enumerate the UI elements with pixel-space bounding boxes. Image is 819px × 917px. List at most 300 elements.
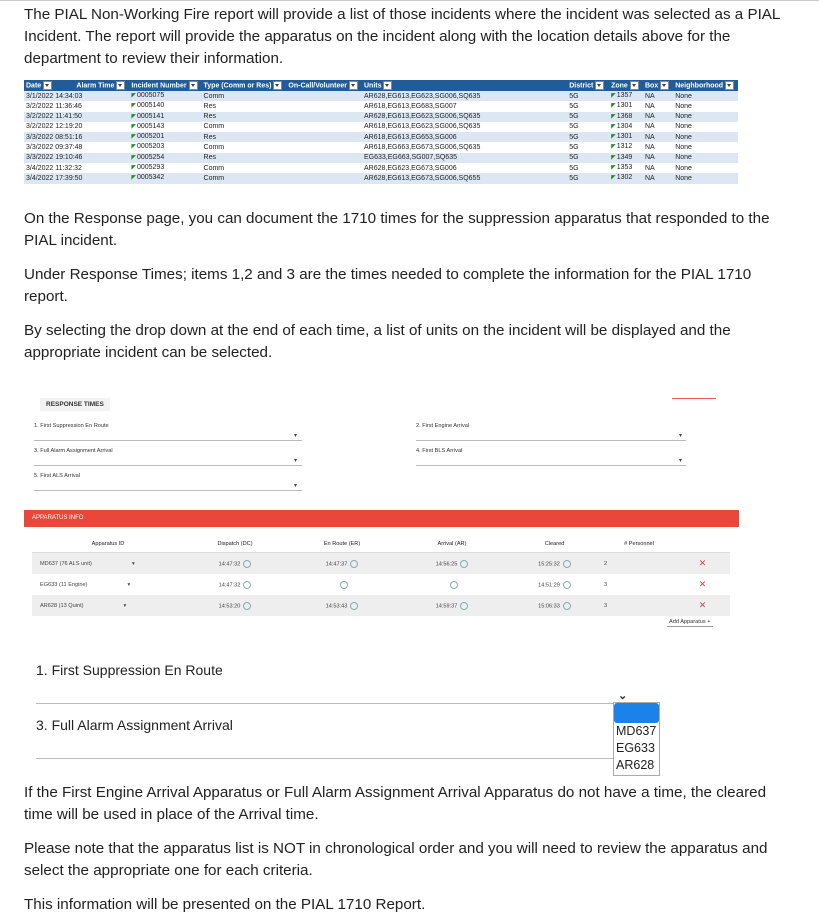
cell-value: 1302 (616, 174, 633, 182)
clock-icon[interactable] (340, 581, 348, 589)
col-type: Type (Comm or Res) (202, 80, 287, 91)
table-cell (567, 142, 609, 152)
cell-value: AR618,EG613,EG623,SG006,SQ635 (363, 123, 481, 131)
add-apparatus-button[interactable]: Add Apparatus + (669, 619, 711, 625)
table-cell (673, 91, 738, 101)
cell-value: 3/2/2022 11:41:50 (26, 113, 82, 121)
table-cell (286, 91, 362, 101)
cell-value: NA (645, 143, 655, 151)
en-route-time[interactable] (286, 595, 398, 616)
col-remove (675, 536, 730, 553)
table-cell (567, 91, 609, 101)
cell-value: 3/2/2022 12:19:20 (26, 123, 83, 131)
table-cell (567, 112, 609, 122)
table-cell (362, 132, 567, 142)
remove-icon[interactable]: ✕ (698, 579, 707, 589)
table-row (24, 132, 738, 142)
error-flag-icon: ◤ (131, 144, 136, 151)
table-cell (202, 142, 287, 152)
col-en-route: En Route (ER) (286, 536, 398, 553)
table-cell (609, 132, 643, 142)
table-row (24, 163, 738, 173)
cell-value: Res (203, 154, 216, 162)
cell-value: 5G (569, 102, 579, 110)
table-cell (362, 142, 567, 152)
table-row (24, 112, 738, 122)
table-cell (673, 122, 738, 132)
chevron-down-icon[interactable]: ▾ (679, 458, 683, 464)
table-cell (202, 163, 287, 173)
table-cell (129, 163, 201, 173)
table-cell (567, 101, 609, 111)
apparatus-row (32, 553, 730, 575)
cell-value: 1304 (616, 122, 633, 130)
error-flag-icon: ◤ (131, 175, 136, 182)
cell-value: AR618,EG613,EG683,SG007 (363, 102, 457, 110)
table-cell (362, 101, 567, 111)
cell-value: AR628,EG623,EG673,SG006 (363, 164, 457, 172)
cell-value: None (675, 92, 692, 100)
top-rule (0, 0, 819, 1)
chevron-down-icon[interactable]: ▾ (294, 458, 298, 464)
table-cell (567, 132, 609, 142)
remove-apparatus-cell (675, 553, 730, 575)
table-cell (643, 173, 673, 183)
apparatus-select[interactable] (32, 574, 184, 595)
col-alarm-time: Alarm Time (74, 80, 129, 91)
unit-option[interactable]: MD637 (616, 724, 657, 738)
table-cell (24, 112, 129, 122)
remove-apparatus-cell (675, 595, 730, 616)
table-cell (129, 112, 201, 122)
cell-value: None (675, 133, 692, 141)
table-cell (129, 132, 201, 142)
zoom-full-alarm-label: 3. Full Alarm Assignment Arrival (36, 717, 233, 733)
table-cell (202, 132, 287, 142)
personnel-count-value: 3 (604, 602, 608, 609)
table-cell (286, 122, 362, 132)
col-units: Units (362, 80, 567, 91)
cell-value: AR618,EG613,EG653,SG006 (363, 133, 457, 141)
cell-value: 0005143 (136, 122, 165, 130)
table-cell (609, 122, 643, 132)
table-header-row (24, 80, 738, 91)
cell-value: 1349 (616, 153, 633, 161)
cell-value: 3/4/2022 17:39:50 (26, 174, 83, 182)
cell-value: 1353 (616, 164, 633, 172)
apparatus-row (32, 574, 730, 595)
table-cell (129, 142, 201, 152)
clock-icon[interactable] (450, 581, 458, 589)
cell-value: 0005141 (136, 112, 165, 120)
clock-icon[interactable] (350, 560, 358, 568)
cell-value: None (675, 123, 692, 131)
response-times-panel (24, 388, 739, 628)
table-cell (286, 132, 362, 142)
cell-value: 3/2/2022 11:36:46 (26, 102, 82, 110)
col-apparatus-id: Apparatus ID (32, 536, 184, 553)
unit-option[interactable]: AR628 (616, 758, 655, 772)
cell-value: 5G (569, 143, 579, 151)
error-flag-icon: ◤ (611, 175, 616, 182)
col-neighborhood: Neighborhood (673, 80, 738, 91)
error-flag-icon: ◤ (611, 93, 616, 99)
cell-value: None (675, 154, 692, 162)
table-cell (129, 153, 201, 163)
apparatus-header-row (32, 536, 730, 553)
cell-value: 1301 (616, 102, 633, 110)
col-arrival: Arrival (AR) (398, 536, 506, 553)
table-cell (286, 142, 362, 152)
table-cell (362, 91, 567, 101)
table-cell (673, 173, 738, 183)
selected-option-highlight[interactable] (614, 703, 659, 723)
cell-value: NA (645, 133, 655, 141)
cell-value: 3/3/2022 09:37:48 (26, 143, 83, 151)
cell-value: NA (645, 113, 655, 121)
table-cell (609, 163, 643, 173)
col-incident-number: Incident Number (129, 80, 201, 91)
cell-value: AR628,EG613,EG623,SG006,SQ635 (363, 113, 481, 121)
table-cell (673, 163, 738, 173)
cell-value: None (675, 102, 692, 110)
first-als-field[interactable] (34, 490, 302, 491)
table-cell (609, 112, 643, 122)
chevron-down-icon[interactable]: ▾ (123, 602, 127, 609)
cell-value: None (675, 143, 692, 151)
clock-icon[interactable] (243, 560, 251, 568)
table-cell (609, 153, 643, 163)
col-date: Date (24, 80, 74, 91)
table-cell (673, 142, 738, 152)
apparatus-select[interactable] (32, 553, 184, 575)
clock-icon[interactable] (243, 602, 251, 610)
error-flag-icon: ◤ (131, 113, 136, 120)
dispatch-time[interactable] (184, 595, 286, 616)
personnel-count[interactable] (603, 553, 675, 575)
table-cell (202, 173, 287, 183)
table-cell (129, 122, 201, 132)
first-bls-field[interactable] (416, 465, 686, 466)
dispatch-time-value: 14:53:20 (218, 602, 241, 609)
clock-icon[interactable] (460, 602, 468, 610)
table-cell (362, 112, 567, 122)
chevron-down-icon[interactable]: ⌄ (618, 690, 628, 702)
table-cell (24, 142, 129, 152)
apparatus-info-bar (24, 510, 739, 527)
apparatus-select[interactable] (32, 595, 184, 616)
dispatch-time-value: 14:47:32 (218, 560, 241, 567)
first-als-label: 5. First ALS Arrival (34, 473, 81, 479)
table-cell (643, 112, 673, 122)
dispatch-time[interactable] (184, 553, 286, 575)
cell-value: Res (203, 102, 216, 110)
table-cell (286, 153, 362, 163)
table-cell (202, 112, 287, 122)
table-cell (643, 132, 673, 142)
en-route-time-value: 14:47:37 (325, 560, 348, 567)
table-cell (609, 101, 643, 111)
error-flag-icon: ◤ (131, 154, 136, 161)
cell-value: NA (645, 164, 655, 172)
response-paragraph: On the Response page, you can document the 1710 times for the suppression apparatus that responded to the PIAL incident. (24, 210, 770, 249)
col-personnel: # Personnel (603, 536, 675, 553)
error-flag-icon: ◤ (611, 134, 616, 141)
apparatus-info-title: APPARATUS INFO (32, 515, 84, 521)
clock-icon[interactable] (563, 560, 571, 568)
cell-value: Comm (203, 174, 225, 182)
table-cell (609, 142, 643, 152)
filter-dropdown-icon[interactable] (43, 81, 52, 90)
table-cell (673, 153, 738, 163)
first-bls-label: 4. First BLS Arrival (416, 448, 463, 454)
cleared-paragraph: If the First Engine Arrival Apparatus or Full Alarm Assignment Arrival Apparatus do not have a time, the cleared time will be used in place of the Arrival time. (24, 784, 767, 823)
error-flag-icon: ◤ (611, 154, 616, 161)
col-dispatch: Dispatch (DC) (184, 536, 286, 553)
cell-value: 0005201 (136, 133, 165, 141)
error-flag-icon: ◤ (611, 165, 616, 172)
table-cell (202, 122, 287, 132)
table-cell (673, 112, 738, 122)
filter-dropdown-icon[interactable] (660, 81, 669, 90)
zoom-first-suppression-field[interactable] (36, 703, 634, 704)
cell-value: None (675, 174, 692, 182)
cleared-time[interactable] (506, 574, 603, 595)
clock-icon[interactable] (563, 602, 571, 610)
remove-icon[interactable]: ✕ (698, 600, 707, 610)
cell-value: 0005140 (136, 102, 165, 110)
table-cell (202, 91, 287, 101)
col-zone: Zone (609, 80, 643, 91)
cell-value: 3/4/2022 11:32:32 (26, 164, 82, 172)
cell-value: 0005293 (136, 164, 165, 172)
cell-value: 5G (569, 154, 579, 162)
arrival-time[interactable] (398, 595, 506, 616)
filter-dropdown-icon[interactable] (383, 81, 392, 90)
cell-value: 5G (569, 164, 579, 172)
personnel-count-value: 3 (604, 581, 608, 588)
table-cell (24, 153, 129, 163)
cell-value: NA (645, 92, 655, 100)
table-row (24, 173, 738, 183)
filter-dropdown-icon[interactable] (349, 81, 358, 90)
arrival-time-value: 14:59:37 (435, 602, 458, 609)
cell-value: 1301 (616, 133, 633, 141)
first-engine-label: 2. First Engine Arrival (416, 423, 470, 429)
intro-paragraph: The PIAL Non-Working Fire report will provide a list of those incidents where the incident was selected as a PIAL Incident. The report will provide the apparatus on the incident along with the location details above for the department to review their information. (24, 6, 780, 67)
personnel-count[interactable] (603, 574, 675, 595)
error-flag-icon: ◤ (611, 123, 616, 130)
table-cell (362, 163, 567, 173)
chevron-down-icon[interactable]: ▾ (131, 560, 135, 567)
error-flag-icon: ◤ (131, 165, 136, 172)
table-cell (673, 132, 738, 142)
cell-value: None (675, 113, 692, 121)
table-row (24, 142, 738, 152)
unit-dropdown-list (613, 702, 660, 776)
chevron-down-icon[interactable]: ▾ (294, 483, 298, 489)
full-alarm-field[interactable] (34, 465, 302, 466)
cell-value: 5G (569, 92, 579, 100)
cell-value: AR618,EG663,EG673,SG006,SQ635 (363, 143, 481, 151)
table-cell (24, 91, 129, 101)
filter-dropdown-icon[interactable] (116, 81, 125, 90)
table-cell (129, 101, 201, 111)
filter-dropdown-icon[interactable] (189, 81, 198, 90)
cell-value: EG633,EG663,SG007,SQ635 (363, 154, 457, 162)
table-row (24, 91, 738, 101)
cell-value: 3/3/2022 08:51:16 (26, 133, 83, 141)
cleared-time[interactable] (506, 595, 603, 616)
pial-report-table (24, 80, 738, 184)
error-flag-icon: ◤ (611, 144, 616, 151)
filter-dropdown-icon[interactable] (725, 81, 734, 90)
chevron-down-icon[interactable]: ▾ (679, 433, 683, 439)
full-alarm-label: 3. Full Alarm Assignment Arrival (34, 448, 113, 454)
table-cell (24, 132, 129, 142)
cell-value: 1368 (616, 112, 633, 120)
arrival-time-value: 14:56:25 (435, 560, 458, 567)
remove-apparatus-cell (675, 574, 730, 595)
filter-dropdown-icon[interactable] (595, 81, 604, 90)
response-times-header: RESPONSE TIMES (40, 398, 110, 411)
cleared-time-value: 15:25:32 (538, 560, 560, 567)
col-on-call: On-Call/Volunteer (286, 80, 362, 91)
error-flag-icon: ◤ (131, 123, 136, 130)
table-cell (567, 122, 609, 132)
table-cell (202, 101, 287, 111)
table-cell (202, 153, 287, 163)
cleared-time[interactable] (506, 553, 603, 575)
response-times-paragraph: Under Response Times; items 1,2 and 3 are the times needed to complete the information for the PIAL 1710 report. (24, 266, 752, 305)
error-flag-icon: ◤ (131, 93, 136, 99)
table-cell (567, 153, 609, 163)
dispatch-time[interactable] (184, 574, 286, 595)
final-paragraph: This information will be presented on the PIAL 1710 Report. (24, 896, 426, 913)
cell-value: NA (645, 123, 655, 131)
cell-value: 0005203 (136, 143, 165, 151)
en-route-time-value: 14:53:43 (325, 602, 348, 609)
cell-value: NA (645, 154, 655, 162)
cell-value: Comm (203, 92, 225, 100)
table-cell (673, 101, 738, 111)
table-row (24, 153, 738, 163)
clock-icon[interactable] (563, 581, 571, 589)
table-cell (24, 163, 129, 173)
error-flag-icon: ◤ (131, 134, 136, 141)
cell-value: None (675, 164, 692, 172)
table-cell (643, 101, 673, 111)
table-cell (643, 142, 673, 152)
cell-value: 0005254 (136, 153, 165, 161)
cell-value: Res (203, 113, 216, 121)
table-cell (362, 173, 567, 183)
error-flag-icon: ◤ (131, 103, 136, 110)
chevron-down-icon[interactable]: ▾ (127, 581, 131, 588)
cell-value: Comm (203, 143, 225, 151)
first-engine-field[interactable] (416, 440, 686, 441)
table-cell (643, 153, 673, 163)
en-route-time[interactable] (286, 553, 398, 575)
cell-value: Comm (203, 123, 225, 131)
cell-value: Res (203, 133, 216, 141)
cell-value: 1312 (616, 143, 633, 151)
table-cell (286, 101, 362, 111)
table-cell (643, 122, 673, 132)
en-route-time[interactable] (286, 574, 398, 595)
cleared-time-value: 14:51:29 (538, 581, 560, 588)
table-cell (362, 122, 567, 132)
apparatus-id-value: AR628 (13 Quint) (40, 602, 84, 609)
unit-option[interactable]: EG633 (616, 741, 655, 755)
apparatus-id-value: MD637 (76 ALS unit) (40, 560, 92, 567)
cell-value: 5G (569, 113, 579, 121)
filter-dropdown-icon[interactable] (630, 81, 639, 90)
table-cell (129, 173, 201, 183)
cell-value: 5G (569, 174, 579, 182)
cell-value: NA (645, 174, 655, 182)
table-cell (24, 101, 129, 111)
arrival-time[interactable] (398, 574, 506, 595)
error-flag-icon: ◤ (611, 113, 616, 120)
clock-icon[interactable] (460, 560, 468, 568)
cell-value: 1357 (616, 92, 633, 99)
table-cell (24, 122, 129, 132)
remove-icon[interactable]: ✕ (698, 558, 707, 568)
panel-toolbar-icons (672, 398, 716, 402)
cell-value: NA (645, 102, 655, 110)
table-cell (286, 173, 362, 183)
personnel-count-value: 2 (604, 560, 608, 567)
cell-value: AR628,EG613,EG623,SG006,SQ635 (363, 92, 481, 100)
table-cell (609, 91, 643, 101)
table-cell (362, 153, 567, 163)
cell-value: 3/3/2022 19:10:46 (26, 154, 83, 162)
col-box: Box (643, 80, 673, 91)
cell-value: 5G (569, 123, 579, 131)
apparatus-table (32, 536, 730, 616)
cell-value: 0005075 (136, 92, 165, 99)
order-paragraph: Please note that the apparatus list is NOT in chronological order and you will need to review the apparatus and select the appropriate one for each criteria. (24, 840, 768, 879)
apparatus-row (32, 595, 730, 616)
filter-dropdown-icon[interactable] (273, 81, 282, 90)
table-row (24, 122, 738, 132)
first-suppression-label: 1. First Suppression En Route (34, 423, 109, 429)
arrival-time[interactable] (398, 553, 506, 575)
cell-value: Comm (203, 164, 225, 172)
chevron-down-icon[interactable]: ▾ (294, 433, 298, 439)
table-cell (286, 163, 362, 173)
personnel-count[interactable] (603, 595, 675, 616)
col-district: District (567, 80, 609, 91)
cell-value: 5G (569, 133, 579, 141)
col-cleared: Cleared (506, 536, 603, 553)
first-suppression-field[interactable] (34, 440, 302, 441)
dispatch-time-value: 14:47:32 (218, 581, 241, 588)
table-cell (129, 91, 201, 101)
table-cell (567, 163, 609, 173)
clock-icon[interactable] (243, 581, 251, 589)
clock-icon[interactable] (350, 602, 358, 610)
table-cell (609, 173, 643, 183)
cleared-time-value: 15:06:33 (538, 602, 560, 609)
zoom-first-suppression-label: 1. First Suppression En Route (36, 662, 223, 678)
cell-value: 0005342 (136, 174, 165, 182)
table-row (24, 101, 738, 111)
zoom-full-alarm-field[interactable] (36, 758, 634, 759)
table-cell (567, 173, 609, 183)
apparatus-id-value: EG633 (11 Engine) (40, 581, 88, 588)
